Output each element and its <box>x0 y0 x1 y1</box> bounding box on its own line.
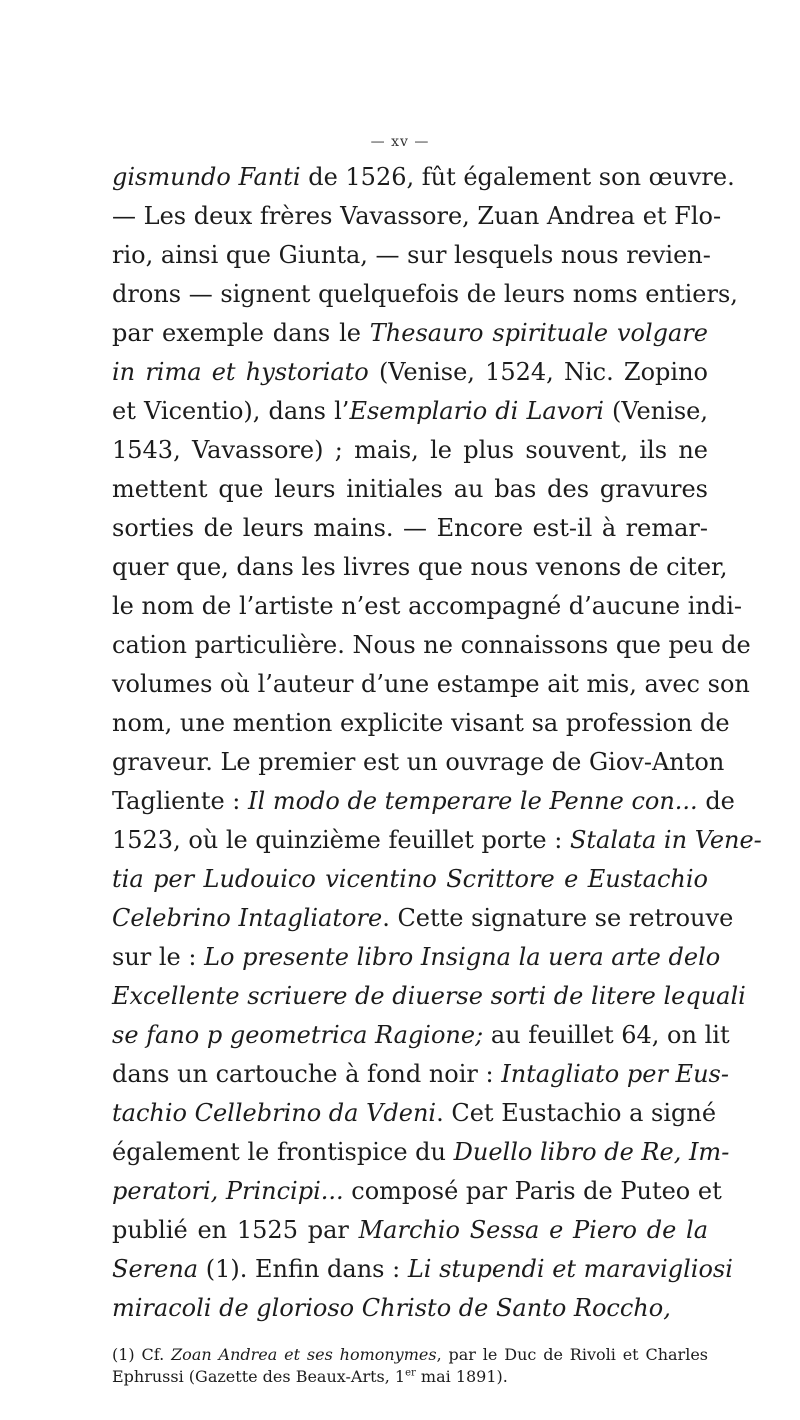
body-line <box>112 899 734 938</box>
text-segment: , par le Duc de Rivoli et Charles <box>436 1345 708 1364</box>
text-segment: volumes où l’auteur d’une estampe ait mis, avec son <box>112 670 750 698</box>
text-segment: . Cette signature se retrouve <box>382 904 734 932</box>
text-segment: de 1526, fût également son œuvre. <box>300 163 735 191</box>
italic-text: Lo presente libro Insigna la uera arte delo <box>204 943 721 971</box>
body-line <box>112 548 728 587</box>
body-line <box>112 938 721 977</box>
body-line <box>112 275 738 314</box>
italic-text: Celebrino Intagliatore <box>112 904 383 932</box>
italic-text: Duello libro de Re, Im- <box>453 1138 730 1166</box>
body-line <box>112 626 751 665</box>
italic-text: Il modo de temperare le Penne con... <box>248 787 698 815</box>
italic-text: se fano p geometrica Ragione; <box>112 1021 484 1049</box>
body-line <box>112 197 722 236</box>
body-line <box>112 470 708 509</box>
text-segment: nom, une mention explicite visant sa profession de <box>112 709 730 737</box>
body-line <box>112 1250 733 1289</box>
text-segment: le nom de l’artiste n’est accompagné d’aucune indi- <box>112 592 743 620</box>
text-segment: (1). Enfin dans : <box>198 1255 408 1283</box>
body-line <box>112 509 708 548</box>
body-line <box>112 353 708 392</box>
body-line <box>112 665 750 704</box>
italic-text: peratori, Principi... <box>112 1177 344 1205</box>
body-line <box>112 1055 729 1094</box>
text-segment: rio, ainsi que Giunta, — sur lesquels nous revien- <box>112 241 711 269</box>
text-segment: composé par Paris de Puteo et <box>343 1177 722 1205</box>
body-line <box>112 236 711 275</box>
italic-text: tachio Cellebrino da Vdeni <box>112 1099 437 1127</box>
body-line <box>112 782 735 821</box>
italic-text: Li stupendi et maravigliosi <box>407 1255 733 1283</box>
text-segment: 1523, où le quinzième feuillet porte : <box>112 826 570 854</box>
italic-text: Serena <box>112 1255 199 1283</box>
body-line <box>112 1133 730 1172</box>
footnote-line <box>112 1366 708 1388</box>
italic-text: Marchio Sessa e Piero de la <box>358 1216 709 1244</box>
body-line <box>112 392 708 431</box>
italic-text: Esemplario di Lavori <box>349 397 604 425</box>
body-line <box>112 743 725 782</box>
text-segment: . Cet Eustachio a signé <box>436 1099 717 1127</box>
body-line <box>112 314 708 353</box>
text-segment: cation particulière. Nous ne connaissons que peu de <box>112 631 751 659</box>
italic-text: miracoli de glorioso Christo de Santo Roccho, <box>112 1294 671 1322</box>
text-segment: drons — signent quelquefois de leurs noms entiers, <box>112 280 738 308</box>
text-segment: quer que, dans les livres que nous venons de citer, <box>112 553 728 581</box>
text-segment: graveur. Le premier est un ouvrage de Giov-Anton <box>112 748 725 776</box>
text-segment: au feuillet 64, on lit <box>483 1021 730 1049</box>
page-number: — xv — <box>370 134 430 150</box>
body-text <box>112 158 762 1328</box>
body-line <box>112 977 746 1016</box>
italic-text: Intagliato per Eus- <box>501 1060 729 1088</box>
italic-text: Excellente scriuere de diuerse sorti de litere lequali <box>112 982 746 1010</box>
body-line <box>112 1016 730 1055</box>
text-segment: de <box>697 787 735 815</box>
text-segment: publié en 1525 par <box>112 1216 359 1244</box>
footnote-line <box>112 1344 708 1366</box>
body-line <box>112 1289 708 1328</box>
text-segment: sur le : <box>112 943 205 971</box>
text-segment: er <box>405 1367 416 1379</box>
text-segment: par exemple dans le <box>112 319 370 347</box>
body-line <box>112 1211 708 1250</box>
text-segment: également le frontispice du <box>112 1138 454 1166</box>
text-segment: Ephrussi (Gazette des Beaux-Arts, 1 <box>112 1367 406 1386</box>
body-line <box>112 821 762 860</box>
text-segment: mettent que leurs initiales au bas des gravures <box>112 475 708 503</box>
text-segment: (Venise, <box>603 397 708 425</box>
footnote <box>112 1344 708 1388</box>
text-segment: (Venise, 1524, Nic. Zopino <box>368 358 709 386</box>
body-line <box>112 860 708 899</box>
italic-text: Thesauro spirituale volgare <box>369 319 708 347</box>
body-line <box>112 1094 717 1133</box>
text-segment: dans un cartouche à fond noir : <box>112 1060 502 1088</box>
text-segment: et Vicentio), dans l’ <box>112 397 350 425</box>
body-line <box>112 704 730 743</box>
body-line <box>112 587 743 626</box>
text-segment: (1) Cf. <box>112 1345 172 1364</box>
text-segment: mai 1891). <box>415 1367 508 1386</box>
text-segment: — Les deux frères Vavassore, Zuan Andrea et Flo- <box>112 202 722 230</box>
body-line <box>112 1172 722 1211</box>
text-segment: sorties de leurs mains. — Encore est-il à remar- <box>112 514 708 542</box>
italic-text: Stalata in Vene- <box>569 826 762 854</box>
body-line <box>112 431 708 470</box>
italic-text: gismundo Fanti <box>112 163 301 191</box>
text-segment: Tagliente : <box>112 787 249 815</box>
text-segment: 1543, Vavassore) ; mais, le plus souvent, ils ne <box>112 436 708 464</box>
body-line <box>112 158 735 197</box>
italic-text: in rima et hystoriato <box>112 358 369 386</box>
italic-text: Zoan Andrea et ses homonymes <box>171 1345 437 1364</box>
italic-text: tia per Ludouico vicentino Scrittore e Eustachio <box>112 865 708 893</box>
